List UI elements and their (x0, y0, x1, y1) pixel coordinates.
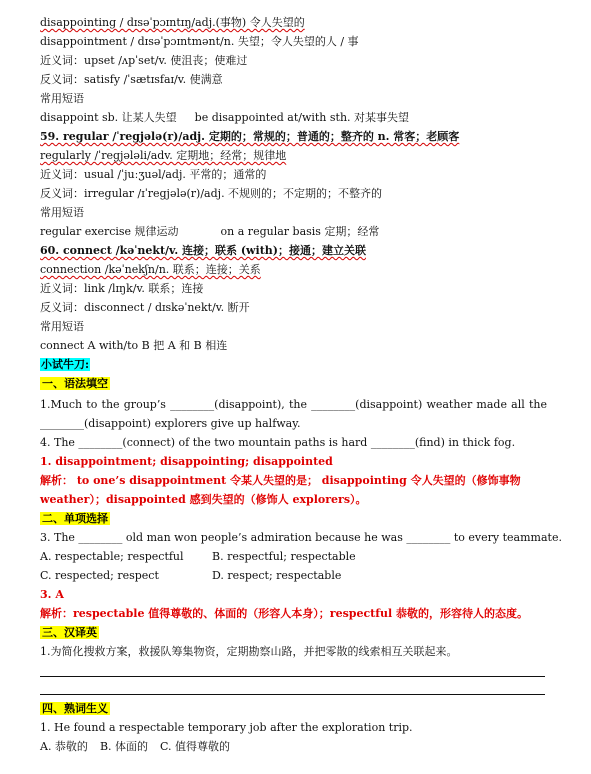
meaning-option-b: B. 体面的 (99, 740, 149, 753)
vocab-disappointment: disappointment / dɪsəˈpɔɪntmənt/n. 失望；令人失望的人 / 事 (40, 35, 359, 48)
vocab-phrases-heading-1: 常用短语 (40, 92, 84, 105)
option-c: C. respected; respect (40, 569, 159, 582)
answer-line-2 (40, 694, 545, 695)
section-2-title: 二、单项选择 (42, 512, 108, 525)
options-row-2 (40, 569, 547, 583)
vocab-synonym-usual: 近义词：usual /ˈjuːʒuəl/adj. 平常的；通常的 (40, 168, 267, 181)
vocab-regular-headword: 59. regular /ˈregjələ(r)/adj. 定期的；常规的；普通的；整齐的 n. 常客；老顾客 (40, 130, 460, 143)
options-row-1 (40, 550, 547, 564)
option-d: D. respect; respectable (212, 569, 342, 582)
option-b: B. respectful; respectable (212, 550, 356, 563)
option-a: A. respectable; respectful (40, 550, 184, 563)
meaning-question-1: 1. He found a respectable temporary job after the exploration trip. (40, 721, 413, 734)
vocab-disappointing: disappointing / dɪsəˈpɔɪntɪŋ/adj.(事物) 令人失望的 (40, 16, 305, 29)
analysis-3: 解析：respectable 值得尊敬的、体面的（形容人本身）；respectful 恭敬的，形容待人的态度。 (40, 607, 528, 620)
section-4-title: 四、熟词生义 (42, 702, 108, 715)
section-3-title: 三、汉译英 (42, 626, 97, 639)
question-4: 4. The ________(connect) of the two mountain paths is hard ________(find) in thick fog. (40, 436, 516, 449)
vocab-synonym-upset: 近义词：upset /ʌpˈset/v. 使沮丧；使难过 (40, 54, 248, 67)
vocab-phrases-connect: connect A with/to B 把 A 和 B 相连 (40, 339, 228, 352)
answer-3: 3. A (40, 588, 64, 601)
vocab-synonym-link: 近义词：link /lɪŋk/v. 联系；连接 (40, 282, 204, 295)
meaning-options (40, 740, 547, 754)
vocab-antonym-irregular: 反义词：irregular /ɪˈregjələ(r)/adj. 不规则的；不定期的；不整齐的 (40, 187, 383, 200)
vocab-phrases-disappoint: disappoint sb. 让某人失望 be disappointed at/with sth. 对某事失望 (40, 111, 410, 124)
analysis-1-line-2: weather）；disappointed 感到失望的（修饰人 explorers）。 (40, 493, 367, 506)
answer-line-1 (40, 676, 545, 677)
question-1-line-1: 1.Much to the group’s ________(disappoint), the ________(disappoint) weather made all the (40, 398, 547, 411)
vocab-regularly: regularly /ˈregjələli/adv. 定期地；经常；规律地 (40, 149, 287, 162)
vocab-connection: connection /kəˈnekʃn/n. 联系；连接；关系 (40, 263, 261, 276)
vocab-phrases-heading-2: 常用短语 (40, 206, 84, 219)
vocab-connect-headword: 60. connect /kəˈnekt/v. 连接；联系 (with)；接通；建立关联 (40, 244, 366, 257)
vocab-antonym-satisfy: 反义词：satisfy /ˈsætɪsfaɪ/v. 使满意 (40, 73, 223, 86)
vocab-phrases-regular: regular exercise 规律运动 on a regular basis 定期；经常 (40, 225, 380, 238)
answer-1: 1. disappointment; disappointing; disappointed (40, 455, 333, 468)
section-1-title: 一、语法填空 (42, 377, 108, 390)
analysis-1-line-1: 解析： to one’s disappointment 令某人失望的是； disappointing 令人失望的（修饰事物 (40, 474, 521, 487)
question-1-line-2: ________(disappoint) explorers give up halfway. (40, 417, 301, 430)
translation-question-1: 1.为简化搜救方案，救援队筹集物资，定期勘察山路，并把零散的线索相互关联起来。 (40, 645, 458, 658)
vocab-phrases-heading-3: 常用短语 (40, 320, 84, 333)
question-3: 3. The ________ old man won people’s admiration because he was ________ to every teammate. (40, 531, 562, 544)
meaning-option-a: A. 恭敬的 (40, 740, 88, 753)
vocab-antonym-disconnect: 反义词：disconnect / dɪskəˈnekt/v. 断开 (40, 301, 250, 314)
practice-title: 小试牛刀: (41, 358, 90, 371)
meaning-option-c: C. 值得尊敬的 (160, 740, 231, 753)
